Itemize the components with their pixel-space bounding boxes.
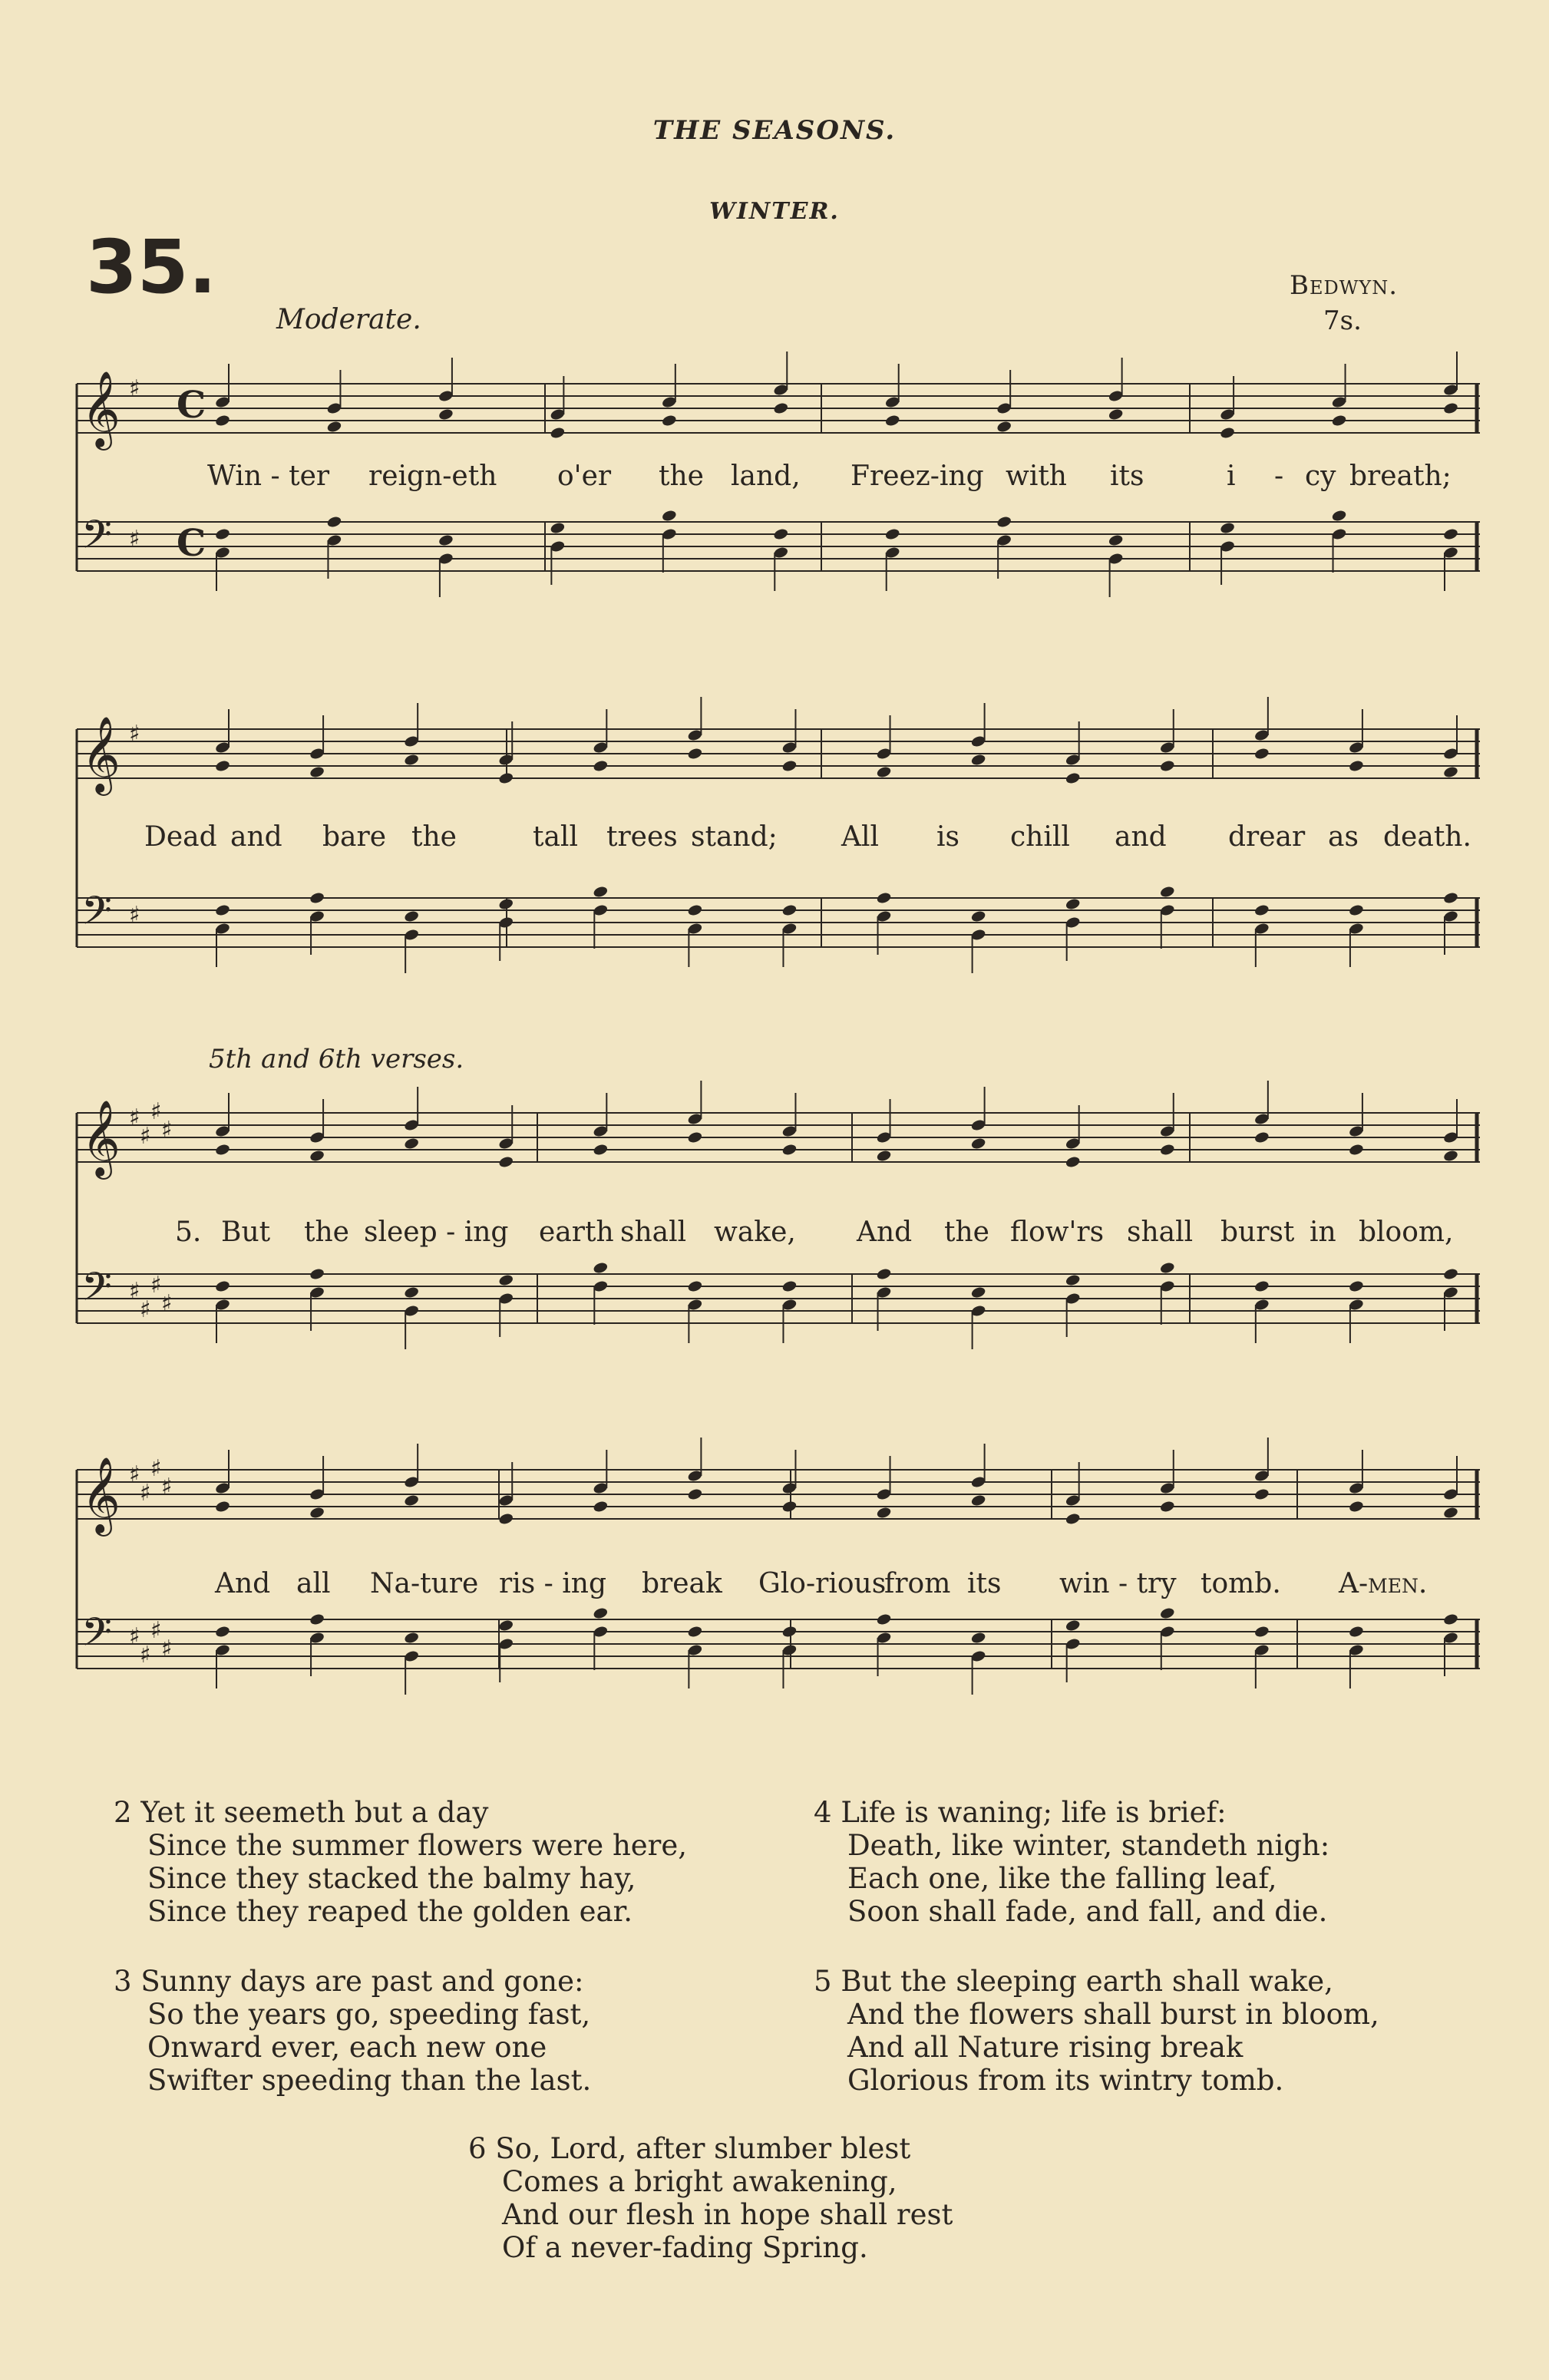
note-head bbox=[773, 527, 789, 540]
note-head bbox=[876, 1267, 892, 1280]
note-head bbox=[326, 420, 342, 433]
lyric-word: burst bbox=[1220, 1216, 1295, 1248]
note-head bbox=[687, 1487, 703, 1500]
note-head bbox=[404, 909, 420, 923]
note-head bbox=[550, 521, 566, 534]
sharp-sign: ♯ bbox=[129, 721, 140, 748]
note-head bbox=[996, 515, 1012, 528]
lyric-word: Glo-rious bbox=[758, 1568, 887, 1599]
note-head bbox=[687, 1279, 703, 1292]
music-system-2 bbox=[69, 675, 1481, 990]
lyric-word: 5. bbox=[175, 1216, 202, 1248]
lyric-word: But bbox=[221, 1216, 271, 1248]
bass-clef: 𝄢 bbox=[81, 1609, 112, 1665]
note-head bbox=[687, 1131, 703, 1144]
score-staves bbox=[69, 338, 1481, 652]
sharp-sign: ♯ bbox=[140, 1480, 151, 1507]
lyric-word: o'er bbox=[557, 460, 612, 492]
note-head bbox=[1253, 903, 1270, 916]
note-head bbox=[1253, 1487, 1270, 1500]
lyric-word: as bbox=[1328, 821, 1359, 853]
stanza-line: Since they reaped the golden ear. bbox=[147, 1895, 632, 1928]
hymn-number: 35. bbox=[86, 224, 217, 310]
bass-clef: 𝄢 bbox=[81, 887, 112, 943]
lyric-word: i bbox=[1227, 460, 1236, 492]
stanza-line: Soon shall fade, and fall, and die. bbox=[847, 1895, 1328, 1928]
lyric-word: reign-eth bbox=[368, 460, 497, 492]
lyric-word: tall bbox=[533, 821, 578, 853]
time-signature: C bbox=[177, 384, 206, 427]
note-head bbox=[438, 533, 454, 546]
sharp-sign: ♯ bbox=[129, 902, 140, 929]
note-head bbox=[1442, 1506, 1458, 1519]
sharp-sign: ♯ bbox=[150, 1455, 162, 1482]
note-head bbox=[214, 759, 230, 772]
note-head bbox=[1220, 521, 1236, 534]
note-head bbox=[1442, 401, 1458, 414]
note-head bbox=[214, 1143, 230, 1156]
lyric-word: Freez-ing bbox=[850, 460, 984, 492]
sharp-sign: ♯ bbox=[150, 1272, 162, 1299]
note-head bbox=[1442, 1267, 1458, 1280]
note-head bbox=[309, 1149, 325, 1162]
stanza-line: Yet it seemeth but a day bbox=[140, 1796, 489, 1829]
stanza-line: Glorious from its wintry tomb. bbox=[847, 2064, 1284, 2097]
note-head bbox=[214, 1279, 230, 1292]
note-head bbox=[1065, 1619, 1081, 1632]
note-head bbox=[498, 1512, 514, 1525]
note-head bbox=[309, 1267, 325, 1280]
lyric-word: drear bbox=[1228, 821, 1306, 853]
sharp-sign: ♯ bbox=[129, 1278, 140, 1305]
lyric-word: with bbox=[1006, 460, 1067, 492]
stanza-line: Onward ever, each new one bbox=[147, 2031, 547, 2064]
stanza-line: But the sleeping earth shall wake, bbox=[841, 1965, 1333, 1998]
note-head bbox=[498, 897, 514, 910]
note-head bbox=[876, 891, 892, 904]
sharp-sign: ♯ bbox=[150, 1617, 162, 1644]
stanza-line: Death, like winter, standeth nigh: bbox=[847, 1829, 1330, 1862]
note-head bbox=[687, 903, 703, 916]
note-head bbox=[661, 509, 677, 522]
lyric-word: land, bbox=[731, 460, 801, 492]
lyric-amen: A-men. bbox=[1339, 1568, 1428, 1599]
stanza-line: And the flowers shall burst in bloom, bbox=[847, 1998, 1379, 2031]
note-head bbox=[1159, 759, 1175, 772]
stanza-number: 5 bbox=[814, 1965, 832, 1998]
sharp-sign: ♯ bbox=[140, 1296, 151, 1323]
stanza-number: 6 bbox=[468, 2132, 487, 2165]
note-head bbox=[876, 1506, 892, 1519]
note-head bbox=[1442, 527, 1458, 540]
note-head bbox=[1253, 747, 1270, 760]
lyric-word: the bbox=[944, 1216, 989, 1248]
stanza-number: 4 bbox=[814, 1796, 832, 1829]
note-head bbox=[1442, 1149, 1458, 1162]
note-head bbox=[1159, 1606, 1175, 1619]
note-head bbox=[1442, 891, 1458, 904]
stanza-line: Life is waning; life is brief: bbox=[841, 1796, 1227, 1829]
note-head bbox=[1108, 408, 1124, 421]
lyric-word: flow'rs bbox=[1010, 1216, 1105, 1248]
note-head bbox=[1065, 1512, 1081, 1525]
note-head bbox=[1348, 1500, 1364, 1513]
stanza-line: Swifter speeding than the last. bbox=[147, 2064, 592, 2097]
verses-note: 5th and 6th verses. bbox=[209, 1044, 464, 1074]
lyric-word: - bbox=[1274, 460, 1284, 492]
note-head bbox=[1348, 903, 1364, 916]
sharp-sign: ♯ bbox=[129, 1623, 140, 1650]
note-head bbox=[593, 759, 609, 772]
stanza-line: Sunny days are past and gone: bbox=[140, 1965, 584, 1998]
lyric-word: win - try bbox=[1059, 1568, 1177, 1599]
bass-clef: 𝄢 bbox=[81, 511, 112, 567]
lyric-word: the bbox=[659, 460, 704, 492]
stanza-number: 3 bbox=[114, 1965, 132, 1998]
note-head bbox=[970, 1137, 986, 1150]
note-head bbox=[781, 1500, 798, 1513]
lyric-word: And bbox=[215, 1568, 271, 1599]
note-head bbox=[404, 1494, 420, 1507]
lyric-word: All bbox=[841, 821, 880, 853]
note-head bbox=[438, 408, 454, 421]
music-system-1 bbox=[69, 338, 1481, 652]
stanza-5 bbox=[814, 1965, 1379, 2097]
note-head bbox=[1442, 1613, 1458, 1626]
lyric-word: shall bbox=[1127, 1216, 1194, 1248]
treble-clef: 𝄞 bbox=[81, 1457, 121, 1533]
note-head bbox=[1253, 1279, 1270, 1292]
note-head bbox=[876, 1613, 892, 1626]
lyric-word: the bbox=[304, 1216, 349, 1248]
lyric-word: Dead bbox=[144, 821, 217, 853]
lyric-word: tomb. bbox=[1201, 1568, 1281, 1599]
note-head bbox=[1159, 885, 1175, 898]
note-head bbox=[214, 1500, 230, 1513]
note-head bbox=[1253, 1131, 1270, 1144]
note-head bbox=[781, 1279, 798, 1292]
section-title: THE SEASONS. bbox=[652, 115, 897, 146]
note-head bbox=[970, 1494, 986, 1507]
tempo-marking: Moderate. bbox=[276, 304, 421, 335]
lyric-word: bare bbox=[322, 821, 387, 853]
note-head bbox=[996, 420, 1012, 433]
treble-clef: 𝄞 bbox=[81, 371, 121, 447]
sharp-sign: ♯ bbox=[161, 1290, 173, 1317]
note-head bbox=[1348, 1143, 1364, 1156]
sharp-sign: ♯ bbox=[150, 1098, 162, 1125]
hymn-title: WINTER. bbox=[709, 198, 840, 225]
note-head bbox=[781, 1625, 798, 1638]
lyric-word: sleep - ing bbox=[364, 1216, 509, 1248]
meter: 7s. bbox=[1323, 305, 1362, 336]
lyric-word: stand; bbox=[691, 821, 778, 853]
lyric-word: And bbox=[857, 1216, 913, 1248]
sharp-sign: ♯ bbox=[161, 1636, 173, 1662]
note-head bbox=[1159, 1143, 1175, 1156]
note-head bbox=[1065, 1155, 1081, 1168]
lyric-word: all bbox=[296, 1568, 331, 1599]
note-head bbox=[1065, 1273, 1081, 1286]
stanza-6 bbox=[468, 2132, 953, 2264]
lyric-word: the bbox=[411, 821, 457, 853]
lyric-word: death. bbox=[1383, 821, 1471, 853]
stanza-line: Since they stacked the balmy hay, bbox=[147, 1862, 636, 1895]
note-head bbox=[781, 1143, 798, 1156]
lyric-word: its bbox=[1110, 460, 1144, 492]
stanza-line: And all Nature rising break bbox=[847, 2031, 1243, 2064]
note-head bbox=[309, 765, 325, 778]
treble-clef: 𝄞 bbox=[81, 716, 121, 793]
lyric-word: is bbox=[936, 821, 959, 853]
note-head bbox=[593, 1143, 609, 1156]
sharp-sign: ♯ bbox=[129, 526, 140, 553]
sharp-sign: ♯ bbox=[140, 1642, 151, 1669]
treble-clef: 𝄞 bbox=[81, 1100, 121, 1177]
lyric-word: from bbox=[884, 1568, 951, 1599]
note-head bbox=[214, 1625, 230, 1638]
stanza-4 bbox=[814, 1796, 1329, 1928]
note-head bbox=[498, 1273, 514, 1286]
note-head bbox=[1331, 509, 1347, 522]
sharp-sign: ♯ bbox=[129, 1461, 140, 1488]
time-signature: C bbox=[177, 522, 206, 565]
note-head bbox=[781, 903, 798, 916]
note-head bbox=[214, 414, 230, 427]
lyric-word: and bbox=[230, 821, 282, 853]
sharp-sign: ♯ bbox=[161, 1474, 173, 1500]
bass-clef: 𝄢 bbox=[81, 1263, 112, 1319]
note-head bbox=[309, 891, 325, 904]
sharp-sign: ♯ bbox=[129, 1104, 140, 1131]
music-system-4 bbox=[69, 1428, 1481, 1750]
note-head bbox=[309, 1506, 325, 1519]
stanza-number: 2 bbox=[114, 1796, 132, 1829]
note-head bbox=[1220, 426, 1236, 439]
note-head bbox=[326, 515, 342, 528]
note-head bbox=[404, 753, 420, 766]
note-head bbox=[1159, 1500, 1175, 1513]
sharp-sign: ♯ bbox=[129, 375, 140, 402]
note-head bbox=[1253, 1625, 1270, 1638]
sharp-sign: ♯ bbox=[140, 1123, 151, 1150]
note-head bbox=[550, 426, 566, 439]
note-head bbox=[309, 1613, 325, 1626]
stanza-2 bbox=[114, 1796, 687, 1928]
note-head bbox=[1108, 533, 1124, 546]
note-head bbox=[593, 1606, 609, 1619]
note-head bbox=[970, 1631, 986, 1644]
note-head bbox=[593, 885, 609, 898]
lyric-word: in bbox=[1310, 1216, 1336, 1248]
lyric-word: breath; bbox=[1349, 460, 1452, 492]
stanza-line: So, Lord, after slumber blest bbox=[495, 2132, 911, 2165]
music-system-3 bbox=[69, 1074, 1481, 1389]
note-head bbox=[498, 1619, 514, 1632]
stanza-line: Since the summer flowers were here, bbox=[147, 1829, 688, 1862]
lyric-word: and bbox=[1115, 821, 1167, 853]
note-head bbox=[781, 759, 798, 772]
lyric-word: Na-ture bbox=[370, 1568, 479, 1599]
note-head bbox=[1348, 759, 1364, 772]
tune-name: Bedwyn. bbox=[1290, 270, 1399, 301]
lyric-word: trees bbox=[606, 821, 678, 853]
stanza-line: So the years go, speeding fast, bbox=[147, 1998, 591, 2031]
note-head bbox=[1442, 765, 1458, 778]
note-head bbox=[1348, 1279, 1364, 1292]
note-head bbox=[1065, 897, 1081, 910]
stanza-line: And our flesh in hope shall rest bbox=[502, 2198, 953, 2231]
note-head bbox=[884, 527, 900, 540]
note-head bbox=[498, 771, 514, 784]
note-head bbox=[970, 1286, 986, 1299]
lyric-word: Win - ter bbox=[207, 460, 330, 492]
stanza-3 bbox=[114, 1965, 591, 2097]
note-head bbox=[876, 765, 892, 778]
note-head bbox=[970, 909, 986, 923]
lyric-word: earth bbox=[539, 1216, 614, 1248]
note-head bbox=[687, 1625, 703, 1638]
note-head bbox=[593, 1261, 609, 1274]
lyric-word: its bbox=[967, 1568, 1002, 1599]
stanza-line: Comes a bright awakening, bbox=[502, 2165, 897, 2198]
lyric-word: cy bbox=[1305, 460, 1336, 492]
note-head bbox=[687, 747, 703, 760]
note-head bbox=[404, 1137, 420, 1150]
note-head bbox=[876, 1149, 892, 1162]
note-head bbox=[970, 753, 986, 766]
stanza-line: Of a never-fading Spring. bbox=[502, 2231, 868, 2264]
note-head bbox=[1348, 1625, 1364, 1638]
note-head bbox=[1065, 771, 1081, 784]
lyric-word: wake, bbox=[714, 1216, 796, 1248]
note-head bbox=[214, 527, 230, 540]
note-head bbox=[593, 1500, 609, 1513]
note-head bbox=[404, 1286, 420, 1299]
note-head bbox=[404, 1631, 420, 1644]
lyric-word: ris - ing bbox=[499, 1568, 606, 1599]
lyric-word: chill bbox=[1010, 821, 1070, 853]
sharp-sign: ♯ bbox=[161, 1117, 173, 1144]
note-head bbox=[884, 414, 900, 427]
note-head bbox=[661, 414, 677, 427]
lyric-word: break bbox=[642, 1568, 722, 1599]
note-head bbox=[498, 1155, 514, 1168]
note-head bbox=[1331, 414, 1347, 427]
note-head bbox=[773, 401, 789, 414]
stanza-line: Each one, like the falling leaf, bbox=[847, 1862, 1277, 1895]
note-head bbox=[214, 903, 230, 916]
lyric-word: bloom, bbox=[1359, 1216, 1454, 1248]
note-head bbox=[1159, 1261, 1175, 1274]
lyric-word: shall bbox=[620, 1216, 687, 1248]
